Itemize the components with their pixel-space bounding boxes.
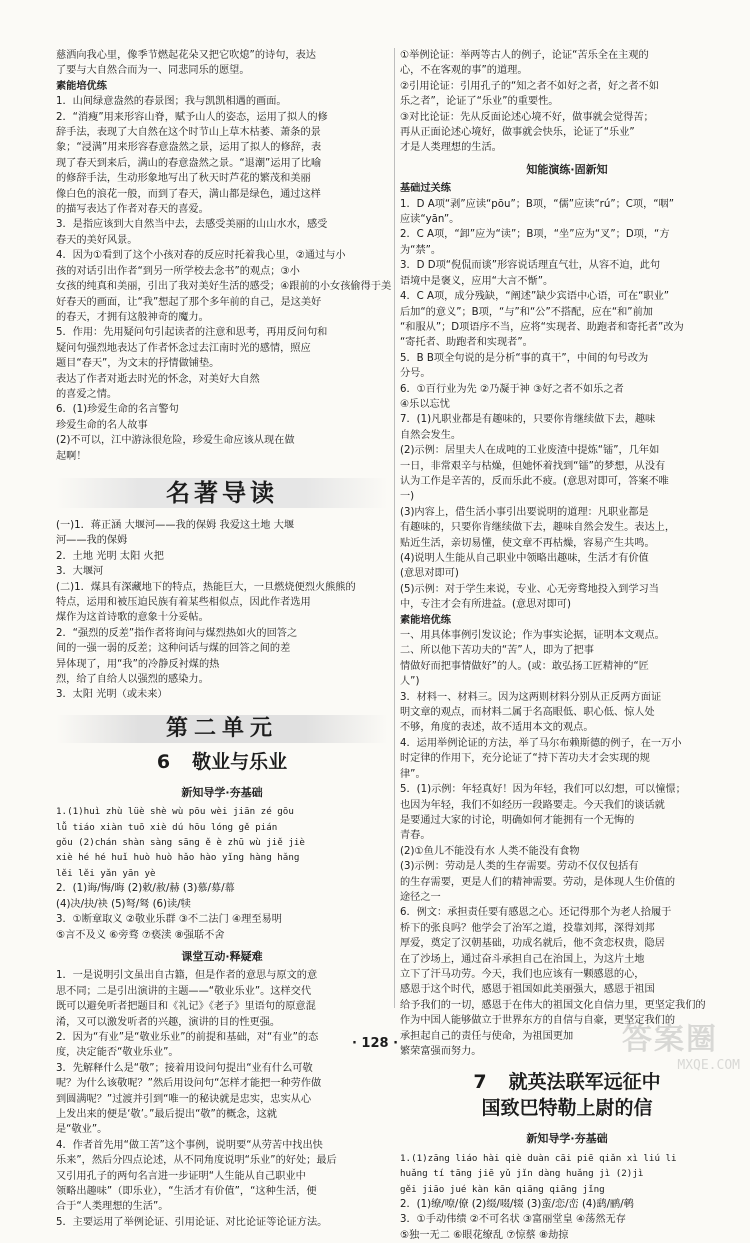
- text-line: 的喜爱之情。: [56, 388, 118, 400]
- interaction-header: 课堂互动·释疑难: [181, 949, 263, 963]
- page-number: · 128 ·: [351, 1036, 399, 1051]
- text-line: 人”): [400, 676, 420, 688]
- text-line: 自然会发生。: [400, 429, 462, 441]
- text-line: 分号。: [400, 368, 431, 380]
- text-line: 呢？为什么该敬呢？”然后用设问句“怎样才能把一种劳作做: [56, 1078, 322, 1090]
- text-line: 6．(1)珍爱生命的名言警句: [56, 404, 179, 416]
- text-line: ⑤独一无二 ⑥眼花缭乱 ⑦惊蔡 ⑧劫掠: [400, 1229, 569, 1241]
- text-line: 3．先解释什么是“敬”；接着用设问句提出“业有什么可敬: [56, 1062, 313, 1074]
- text-line: 乐来”，然后分四点论述，从不同角度说明“乐业”的好处；最后: [56, 1155, 337, 1167]
- text-line: ⑤言不及义 ⑥旁骛 ⑦亵渎 ⑧强聒不舍: [56, 929, 225, 941]
- text-line: 2．(1)诲/悔/晦 (2)敕/赦/赫 (3)慕/募/幕: [56, 883, 235, 895]
- text-line: gǒu (2)chán shàn sàng sāng ě è zhū wù jiě jiè: [56, 837, 305, 849]
- watermark-logo-text: 答案圈: [622, 1022, 718, 1057]
- text-line: 乐之者”，论证了“乐业”的重要性。: [400, 96, 559, 108]
- text-line: 了要与大自然合而为一、同悲同乐的愿望。: [56, 65, 250, 77]
- text-line: 是“敬业”。: [56, 1124, 108, 1136]
- lesson-7-title-line2: 国致巴特勒上尉的信: [481, 1097, 653, 1120]
- text-line: 异体现了，用“我”的冷静反衬煤的热: [56, 658, 220, 670]
- unit-title: 第二单元: [56, 715, 388, 743]
- text-line: 也因为年轻，我们不如经历一段路要走。今天我们的谈话就: [400, 799, 665, 811]
- training-answers: [56, 94, 392, 464]
- text-line: (5)示例：对于学生来说，专业、心无旁骛地投入到学习当: [400, 583, 659, 595]
- training-header: 素能培优练: [56, 80, 107, 92]
- text-line: 1．D A项“剥”应读“pōu”；B项，“儒”应读“rú”；C项，“咽”: [400, 198, 675, 210]
- text-line: 既可以避免听者把题目和《礼记》《老子》里语句的原意混: [56, 1001, 316, 1013]
- text-line: 贴近生活，亲切易懂，使文章不再枯燥，容易产生共鸣。: [400, 537, 655, 549]
- text-line: 春天的美好风景。: [56, 234, 138, 246]
- text-line: ②引用论证：引用孔子的“知之者不如好之者，好之者不如: [400, 80, 659, 92]
- lesson-6-number: 6: [156, 750, 171, 773]
- text-line: (2)不可以，江中游泳很危险，珍爱生命应该从现在做: [56, 435, 295, 447]
- pinyin-block-right: [400, 1151, 734, 1197]
- text-line: 一、用具体事例引发议论；作为事实论据，证明本文观点。: [400, 630, 665, 642]
- pinyin-block: [56, 804, 388, 881]
- preview-header-right: 新知导学·夯基础: [526, 1132, 608, 1146]
- text-line: ③对比论证：先从反面论述心境不好，做事就会觉得苦；: [400, 111, 654, 123]
- text-line: 律”。: [400, 768, 426, 780]
- text-line: (3)示例：劳动是人类的生存需要。劳动不仅仅包括有: [400, 861, 639, 873]
- text-line: lǚ tiáo xiàn tuō xiè dú hōu lóng gě pián: [56, 821, 278, 833]
- text-line: 3．①断章取义 ②敬业乐群 ③不二法门 ④理至易明: [56, 914, 282, 926]
- text-line: 语境中是褒义，应用“大言不惭”。: [400, 275, 554, 287]
- text-line: 二、所以他下苦功夫的“苦”人，即为了把事: [400, 645, 594, 657]
- text-line: 4．C A项，成分残缺，“阐述”缺少宾语中心语，可在“职业”: [400, 291, 670, 303]
- text-line: 1．山间绿意盎然的春景图；我与凯凯相遇的画面。: [56, 96, 287, 108]
- text-line: 3．大堰河: [56, 566, 104, 578]
- text-line: 给予我们的一切，感恩于在伟大的祖国文化自信力里，更坚定我们的: [400, 999, 706, 1011]
- text-line: 2．(1)缭/嘹/僚 (2)缀/啜/辍 (3)蛮/恋/峦 (4)鹞/鹂/鹌: [400, 1199, 634, 1211]
- classics-answers: [56, 518, 388, 703]
- column-divider: [394, 48, 395, 1008]
- text-line: 4．因为①看到了这个小孩对春的反应时托着我心里，②通过与小: [56, 250, 346, 262]
- text-line: lěi lěi yǎn yān yè: [56, 867, 156, 879]
- text-line: 为“禁”。: [400, 244, 442, 256]
- text-line: 繁荣富强而努力。: [400, 1046, 482, 1057]
- text-line: 情做好而把事情做好”的人。(或：敢弘扬工匠精神的“匠: [400, 660, 649, 672]
- text-line: ④乐以忘忧: [400, 398, 450, 410]
- text-line: 淆，又可以激发听者的兴趣，演讲的目的性更强。: [56, 1016, 281, 1028]
- text-line: 途径之一: [400, 891, 441, 903]
- lesson-6-title: [56, 749, 388, 775]
- text-line: 辞手法，表现了大自然在这个时节山上草木枯萎、萧条的景: [56, 127, 321, 139]
- text-line: 领略出趣味”（即乐业），“生活才有价值”，“这种生活，便: [56, 1186, 317, 1197]
- text-line: 5．作用：先用疑问句引起读者的注意和思考，再用反问句和: [56, 327, 328, 339]
- text-line: 承担起自己的责任与使命，为祖国更加: [400, 1030, 574, 1042]
- right-top-block: [400, 48, 734, 156]
- lesson-7-title-line1: 就英法联军远征中: [508, 1071, 661, 1094]
- text-line: 5．(1)示例：年轻真好！因为年轻，我们可以幻想，可以憧憬；: [400, 784, 686, 796]
- text-line: 不够，角度的表述，故不适用本文的观点。: [400, 722, 594, 734]
- text-line: 6．例文：承担责任要有感恩之心。还记得那个为老人拾履于: [400, 907, 672, 919]
- text-line: 河——我的保姆: [56, 535, 128, 547]
- text-line: 3．太阳 光明（或未来）: [56, 689, 168, 701]
- text-line: 的修辞手法，生动形象地写出了秋天时芦花的繁茂和美丽: [56, 173, 311, 185]
- text-line: 作为中国人能够做立于世界东方的自信与自豪，更坚定我们的: [400, 1015, 676, 1027]
- text-line: 的春天，才拥有这般神奇的魔力。: [56, 311, 209, 323]
- text-line: 题目“春天”，为文末的抒情做铺垫。: [56, 358, 220, 370]
- text-line: ①举例论证：举两等古人的例子，论证“苦乐全在主观的: [400, 50, 649, 61]
- text-line: 又引用孔子的两句名言进一步证明“人生能从自己职业中: [56, 1170, 306, 1182]
- text-line: 应读“yān”。: [400, 214, 460, 226]
- text-line: 烈，给了自给人以强烈的感染力。: [56, 674, 209, 686]
- lesson-7-number: 7: [473, 1071, 487, 1094]
- text-line: 明文章的观点，而材料二属于名高眼低、职心低、惊人处: [400, 707, 655, 719]
- text-line: 感恩于这个时代，感恩于祖国如此美丽强大，感恩于祖国: [400, 984, 655, 996]
- text-line: 3．D D项“倪侃而谈”形容说话理直气壮，从容不迫，此句: [400, 260, 661, 272]
- text-line: 到圆满呢？”过渡并引到“唯一的秘诀就是忠实，忠实从心: [56, 1093, 312, 1105]
- text-line: 2．“强烈的反差”指作者将询问与煤烈热如火的回答之: [56, 627, 298, 639]
- text-line: 现了春天到来后，满山的春意盎然之景。“退潮”运用了比喻: [56, 157, 322, 169]
- text-line: (4)说明人生能从自己职业中领略出趣味，生活才有价值: [400, 553, 649, 564]
- text-line: 桥下的张良吗？他学会了治军之道，投靠刘邦，深得刘邦: [400, 922, 655, 934]
- text-line: 6．①百行业为先 ②乃凝于神 ③好之者不如乐之者: [400, 383, 624, 395]
- text-line: 再从正面论述心境好，做事就会快乐，论证了“乐业”: [400, 127, 635, 139]
- text-line: 2．“消瘦”用来形容山脊，赋予山人的姿态，运用了拟人的修: [56, 111, 328, 123]
- text-line: 才是人类理想的生活。: [400, 142, 502, 154]
- text-line: (一)1．蒋正涵 大堰河——我的保姆 我爱这土地 大堰: [56, 519, 295, 531]
- preview-header: 新知导学·夯基础: [181, 785, 263, 799]
- text-line: 2．C A项，“卸”应为“读”；B项，“坐”应为“叉”；D项，“方: [400, 229, 670, 241]
- basics-answers-right: [400, 1197, 734, 1243]
- training-answers-right: [400, 628, 734, 1059]
- lesson-7-title: [400, 1069, 734, 1095]
- text-line: 2．土地 光明 太阳 火把: [56, 550, 164, 562]
- text-line: 特点，运用和被压迫民族有着某些相似点，因此作者选用: [56, 597, 311, 608]
- text-line: 5．主要运用了举例论证、引用论证、对比论证等论证方法。: [56, 1216, 328, 1228]
- text-line: 3．①手动伟绩 ②不可名状 ③富丽堂皇 ④荡然无存: [400, 1214, 626, 1226]
- text-line: (2)示例：居里夫人在成吨的工业废渣中提炼“镭”，几年如: [400, 445, 660, 457]
- text-line: 3．材料一、材料三。因为这两则材料分别从正反两方面证: [400, 691, 662, 703]
- text-line: 7．(1)凡职业都是有趣味的，只要你肯继续做下去，趣味: [400, 414, 656, 426]
- text-line: xiè hé hé huǐ huò huò hǎo hào yǐng hàng hǎng: [56, 852, 300, 864]
- text-line: (二)1．煤具有深藏地下的特点，热能巨大，一旦燃烧便烈火熊熊的: [56, 581, 356, 593]
- left-column: [56, 48, 392, 1230]
- text-line: 合于“人类理想的生活”。: [56, 1201, 169, 1213]
- text-line: 认为工作是辛苦的，反而乐此不疲。(意思对即可，答案不唯: [400, 475, 669, 487]
- text-line: 3．是指应该到大自然当中去，去感受美丽的山山水水，感受: [56, 219, 328, 231]
- text-line: 1．一是说明引文虽出自古籍，但是作者的意思与原文的意: [56, 970, 318, 982]
- text-line: (3)内容上，借生活小事引出要说明的道理：凡职业都是: [400, 506, 649, 518]
- text-line: 慈洒向我心里，像季节燃起花朵又把它吹熄”的诗句，表达: [56, 50, 316, 61]
- text-line: 时定律的作用下，充分论证了“持下苦功夫才会实现的规: [400, 753, 650, 765]
- text-line: 表达了作者对逝去时光的怀念，对美好大自然: [56, 373, 260, 385]
- text-line: (4)决/抉/袂 (5)弩/驽 (6)读/犊: [56, 898, 191, 910]
- interaction-answers: [56, 968, 388, 1230]
- text-line: 是要通过大家的讨论，明确如何才能拥有一个无悔的: [400, 814, 635, 826]
- text-line: 心，不在客观的事”的道理。: [400, 65, 528, 77]
- text-line: 象；“浸满”用来形容春意盎然之景，运用了拟人的修辞，表: [56, 142, 322, 154]
- text-line: 4．运用举例论证的方法，举了马尔布赖斯德的例子，在一万小: [400, 737, 682, 749]
- text-line: 女孩的纯真和美丽，引出了我对美好生活的感受；④跟前的小女孩偷得于美: [56, 281, 392, 293]
- basic-header: 基础过关练: [400, 183, 451, 195]
- text-line: 煤作为这首诗歌的意象十分妥帖。: [56, 612, 209, 624]
- text-line: 度，决定能否“敬业乐业”。: [56, 1047, 179, 1059]
- lesson-6-name: 敬业与乐业: [192, 750, 288, 773]
- text-line: 好春天的画面，让“我”想起了那个多年前的自己，是这美好: [56, 296, 322, 308]
- text-line: 的生存需要，更是人们的精神需要。劳动，是体现人生价值的: [400, 876, 676, 888]
- text-line: 厚爱，奠定了汉朝基础，功成名就后，他不贪恋权贵，隐居: [400, 938, 665, 950]
- text-line: 一日，非常艰辛与枯燥，但她怀着找到“镭”的梦想，从没有: [400, 460, 666, 472]
- training-header-right: 素能培优练: [400, 614, 451, 626]
- text-line: 1.(1)zāng liáo hài qiè duàn cāi piē qiǎn xì liú li: [400, 1152, 677, 1164]
- text-line: 思不同；二是引出演讲的主题——“敬业乐业”。这样交代: [56, 985, 312, 997]
- text-line: 间的一强一弱的反差；这种问话与煤的回答之间的差: [56, 643, 291, 655]
- drill-header: 知能演练·固新知: [526, 162, 608, 176]
- text-line: (2)①鱼儿不能没有水 人类不能没有食物: [400, 845, 580, 857]
- text-line: gěi jiāo jué kàn kān qiāng qiāng jǐng: [400, 1183, 605, 1195]
- text-line: 一): [400, 491, 415, 503]
- text-line: 有趣味的，只要你肯继续做下去，趣味自然会发生。表达上，: [400, 522, 676, 534]
- text-line: (意思对即可): [400, 568, 459, 580]
- text-line: 上发出来的便是‘敬’。”最后提出“敬”的概念，这就: [56, 1108, 277, 1120]
- text-line: 孩的对话引出作者“到另一所学校去念书”的观点；③小: [56, 265, 300, 277]
- text-line: 2．因为“有业”是“敬业乐业”的前提和基础，对“有业”的态: [56, 1031, 319, 1043]
- text-line: 立下了汗马功劳。今天，我们也应该有一颗感恩的心，: [400, 968, 645, 980]
- text-line: 像白色的浪花一般，而到了春天，满山都是绿色，通过这样: [56, 188, 321, 200]
- text-line: 4．作者首先用“做工苦”这个事例，说明要“从劳苦中找出快: [56, 1139, 323, 1151]
- text-line: 在了沙场上，通过奋斗承担自己在治国上，为这片土地: [400, 953, 645, 965]
- watermark-url: MXQE.COM: [677, 1058, 740, 1073]
- intro-block: [56, 48, 388, 79]
- watermark-logo: [622, 1014, 740, 1073]
- classics-banner: 名著导读: [56, 478, 388, 508]
- text-line: 疑问句强烈地表达了作者怀念过去江南时光的感情，照应: [56, 342, 311, 354]
- text-line: 珍爱生命的名人故事: [56, 419, 148, 431]
- text-line: “寄托者、助跑者和实现者”。: [400, 337, 533, 349]
- text-line: 中，专注才会有所进益。(意思对即可): [400, 599, 571, 611]
- text-line: 5．B B项全句说的是分析“事的真干”，中间的句号改为: [400, 352, 649, 364]
- text-line: 起啊！: [56, 450, 87, 462]
- text-line: 的描写表达了作者对春天的喜爱。: [56, 204, 209, 216]
- basics-answers: [56, 881, 388, 943]
- text-line: 青春。: [400, 830, 431, 842]
- basic-answers: [400, 197, 734, 613]
- text-line: 后加“的意义”；B项，“与”和“公”不搭配，应在“和”前加: [400, 306, 653, 318]
- text-line: “和服从”；D项语序不当，应将“实现者、助跑者和寄托者”改为: [400, 321, 684, 333]
- text-line: huǎng tí tāng jiē yǔ jǐn dàng huǎng jì (2)jì: [400, 1168, 644, 1180]
- text-line: 1.(1)huì zhù lüè shè wù pōu wèi jiān zé gōu: [56, 806, 294, 818]
